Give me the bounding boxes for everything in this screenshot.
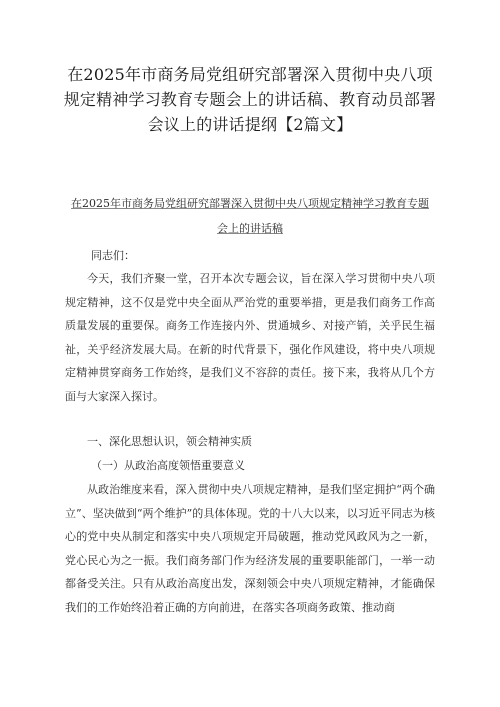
document-title: 在2025年市商务局党组研究部署深入贯彻中央八项规定精神学习教育专题会上的讲话稿、教育动员部署会议上的讲话提纲【2篇文】 — [63, 65, 437, 134]
paragraph-political: 从政治维度来看，深入贯彻中央八项规定精神，是我们坚定拥护“两个确立”、坚决做到“两个维护”的具体体现。党的十八大以来，以习近平同志为核心的党中央从制定和落实中央八项规定开局破题，推动党风政风为之一新，党心民心为之一振。我们商务部门作为经济发展的重要职能部门，一举一动都备受关注。只有从政治高度出发，深刻领会中央八项规定精神，才能确保我们的工作始终沿着正确的方向前进，在落实各项商务政策、推动商 — [65, 483, 435, 614]
speech-subtitle — [70, 191, 430, 241]
section-heading-1: 一、深化思想认识，领会精神实质 — [87, 435, 252, 448]
greeting: 同志们： — [91, 249, 135, 262]
speech-subtitle-text: 在2025年市商务局党组研究部署深入贯彻中央八项规定精神学习教育专题会上的讲话稿 — [71, 197, 429, 235]
paragraph-intro: 今天，我们齐聚一堂，召开本次专题会议，旨在深入学习贯彻中央八项规定精神，这不仅是党中央全面从严治党的重要举措，更是我们商务工作高质量发展的重要保。商务工作连接内外、贯通城乡、对接产销，关乎民生福祉，关乎经济发展大局。在新的时代背景下，强化作风建设，将中央八项规定精神贯穿商务工作始终，是我们义不容辞的责任。接下来，我将从几个方面与大家深入探讨。 — [65, 272, 435, 403]
subsection-heading-1: （一）从政治高度领悟重要意义 — [91, 459, 245, 472]
